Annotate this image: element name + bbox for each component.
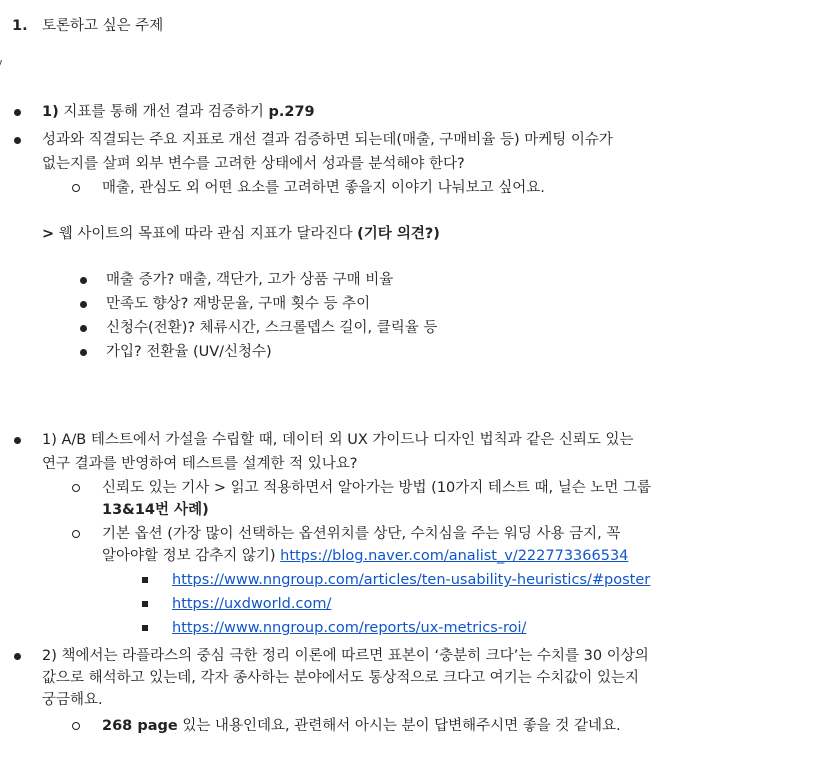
note-arrow: > bbox=[42, 226, 55, 242]
bullet bbox=[80, 325, 87, 332]
bullet bbox=[72, 530, 80, 538]
bullet bbox=[72, 484, 80, 492]
q1-body-line1: 성과와 직결되는 주요 지표로 개선 결과 검증하면 되는데(매출, 구매비율 등) 마케팅 이슈가 bbox=[42, 132, 613, 148]
bullet bbox=[14, 137, 21, 144]
q3-line1: 2) 책에서는 라플라스의 중심 극한 정리 이론에 따르면 표본이 ‘충분히 크다’는 수치를 30 이상의 bbox=[42, 648, 649, 664]
q1-body-line2: 없는지를 살펴 외부 변수를 고려한 상태에서 성과를 분석해야 한다? bbox=[42, 156, 465, 172]
note-paren: (기타 의견?) bbox=[357, 226, 440, 242]
bullet bbox=[14, 437, 21, 444]
q1-title-num: 1) bbox=[42, 104, 59, 120]
q2-line1: 1) A/B 테스트에서 가설을 수립할 때, 데이터 외 UX 가이드나 디자인 법칙과 같은 신뢰도 있는 bbox=[42, 432, 634, 448]
q1-title-text: 지표를 통해 개선 결과 검증하기 bbox=[63, 104, 264, 120]
bullet bbox=[14, 109, 21, 116]
q2-line2: 연구 결과를 반영하여 테스트를 설계한 적 있나요? bbox=[42, 456, 358, 472]
q1-metric-item: 가입? 전환율 (UV/신청수) bbox=[106, 344, 272, 360]
heading-number: 1. bbox=[12, 18, 28, 34]
bullet bbox=[80, 301, 87, 308]
q1-sub-item: 매출, 관심도 외 어떤 요소를 고려하면 좋을지 이야기 나눠보고 싶어요. bbox=[102, 180, 545, 196]
bullet bbox=[14, 653, 21, 660]
q1-metric-item: 매출 증가? 매출, 객단가, 고가 상품 구매 비율 bbox=[106, 272, 394, 288]
q3-line2: 값으로 해석하고 있는데, 각자 종사하는 분야에서도 통상적으로 크다고 여기는 수치값이 있는지 bbox=[42, 670, 639, 686]
q3-line3: 궁금해요. bbox=[42, 692, 103, 708]
q1-title-page: p.279 bbox=[268, 104, 315, 120]
q1-metric-item: 만족도 향상? 재방문율, 구매 횟수 등 추이 bbox=[106, 296, 371, 312]
nngroup-heuristics-link[interactable]: https://www.nngroup.com/articles/ten-usability-heuristics/#poster bbox=[172, 572, 651, 588]
q2-sub2-text: 알아야할 정보 감추지 않기) bbox=[102, 548, 276, 564]
q2-sub1-line2: 13&14번 사례) bbox=[102, 502, 209, 518]
nngroup-metrics-link[interactable]: https://www.nngroup.com/reports/ux-metrics-roi/ bbox=[172, 620, 527, 636]
q3-sub bbox=[102, 716, 621, 736]
naver-blog-link[interactable]: https://blog.naver.com/analist_v/222773366534 bbox=[280, 548, 629, 564]
q2-sub2-line2 bbox=[102, 546, 628, 566]
q1-note bbox=[42, 224, 440, 244]
bullet bbox=[80, 349, 87, 356]
bullet bbox=[142, 601, 148, 607]
uxdworld-link[interactable]: https://uxdworld.com/ bbox=[172, 596, 332, 612]
bullet bbox=[80, 277, 87, 284]
heading-title: 토론하고 싶은 주제 bbox=[42, 18, 164, 34]
bullet bbox=[72, 184, 80, 192]
bullet bbox=[142, 625, 148, 631]
bullet bbox=[72, 722, 80, 730]
stray-mark bbox=[0, 60, 6, 66]
q1-title bbox=[42, 102, 315, 122]
q2-sub1-line1: 신뢰도 있는 기사 > 읽고 적용하면서 알아가는 방법 (10가지 테스트 때, 닐슨 노먼 그룹 bbox=[102, 480, 652, 496]
q3-sub-text: 있는 내용인데요, 관련해서 아시는 분이 답변해주시면 좋을 것 같네요. bbox=[182, 718, 621, 734]
bullet bbox=[142, 577, 148, 583]
q1-metric-item: 신청수(전환)? 체류시간, 스크롤뎁스 길이, 클릭율 등 bbox=[106, 320, 438, 336]
note-text: 웹 사이트의 목표에 따라 관심 지표가 달라진다 bbox=[58, 226, 353, 242]
q3-sub-page: 268 page bbox=[102, 718, 178, 734]
q2-sub2-line1: 기본 옵션 (가장 많이 선택하는 옵션위치를 상단, 수치심을 주는 워딩 사용 금지, 꼭 bbox=[102, 526, 621, 542]
